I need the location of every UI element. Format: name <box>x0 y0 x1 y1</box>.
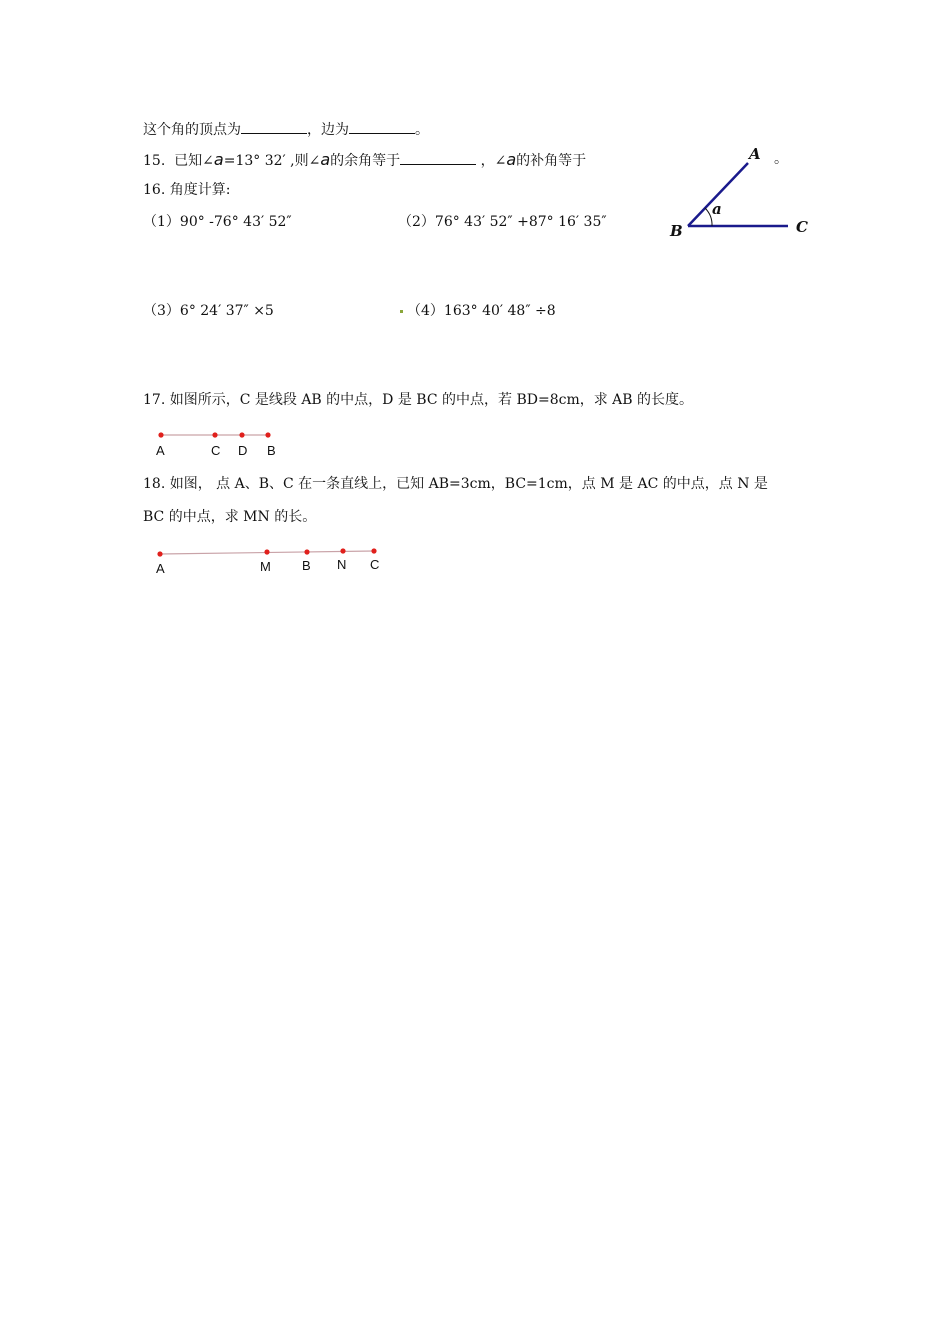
q17-point-d <box>239 432 244 437</box>
q18-point-n <box>340 548 345 553</box>
q15-text-b: =13° 32′ ,则∠ <box>223 153 321 169</box>
q17-text: 17. 如图所示，C 是线段 AB 的中点，D 是 BC 的中点，若 BD=8cm，求 AB 的长度。 <box>143 392 694 408</box>
q14-text-end: 。 <box>415 122 429 138</box>
q17-point-c <box>212 432 217 437</box>
q18-label-c: C <box>370 557 380 572</box>
label-angle-alpha: a <box>712 200 722 218</box>
q18-point-b <box>304 549 309 554</box>
stray-dot <box>400 310 403 313</box>
q17-point-a <box>158 432 163 437</box>
q18-label-a: A <box>156 561 165 576</box>
q17-segment-figure <box>150 428 290 460</box>
q15-end-mark: 。 <box>774 151 788 167</box>
label-b-point: B <box>670 222 683 240</box>
q17-label-a: A <box>156 443 165 458</box>
q14-vertex-blank <box>241 118 307 134</box>
q18-segment-figure <box>150 543 390 579</box>
q17-label-c: C <box>211 443 221 458</box>
q16-title: 16. 角度计算: <box>143 182 231 198</box>
q14-text-sides: ，边为 <box>307 122 349 138</box>
q18-line2: BC 的中点，求 MN 的长。 <box>143 509 317 525</box>
q16-part2: （2）76° 43′ 52″ +87° 16′ 35″ <box>398 214 607 230</box>
q15-alpha-1: a <box>213 150 224 169</box>
q18-point-a <box>157 551 162 556</box>
q14-text-vertex: 这个角的顶点为 <box>143 122 241 138</box>
q16-part3: （3）6° 24′ 37″ ×5 <box>143 303 274 319</box>
angle-arc <box>705 208 712 226</box>
q14-tail-line <box>143 118 429 140</box>
angle-figure <box>660 140 820 240</box>
q17-label-d: D <box>238 443 248 458</box>
q15-alpha-2: a <box>320 150 331 169</box>
q15-text-a: 已知∠ <box>174 153 214 169</box>
q14-sides-blank <box>349 118 415 134</box>
q17-point-b <box>265 432 270 437</box>
q15-number: 15. <box>143 153 166 169</box>
q18-label-b: B <box>302 558 311 573</box>
label-a-point: A <box>749 145 761 163</box>
q15-alpha-3: a <box>506 150 517 169</box>
q15-line <box>143 149 586 171</box>
q18-line1: 18. 如图， 点 A、B、C 在一条直线上，已知 AB=3cm，BC=1cm，点 M 是 AC 的中点，点 N 是 <box>143 476 768 492</box>
q17-label-b: B <box>267 443 276 458</box>
q15-complement-blank <box>400 149 476 165</box>
label-c-point: C <box>796 218 808 236</box>
q15-text-d: ，∠ <box>480 153 507 169</box>
q18-label-m: M <box>260 559 271 574</box>
q18-point-c <box>371 548 376 553</box>
q16-part4-row <box>400 301 556 321</box>
q16-part1: （1）90° -76° 43′ 52″ <box>143 214 292 230</box>
q15-text-c: 的余角等于 <box>330 153 401 169</box>
q18-label-n: N <box>337 557 347 572</box>
q15-text-e: 的补角等于 <box>516 153 587 169</box>
q16-part4: （4）163° 40′ 48″ ÷8 <box>407 303 556 319</box>
q18-point-m <box>264 549 269 554</box>
